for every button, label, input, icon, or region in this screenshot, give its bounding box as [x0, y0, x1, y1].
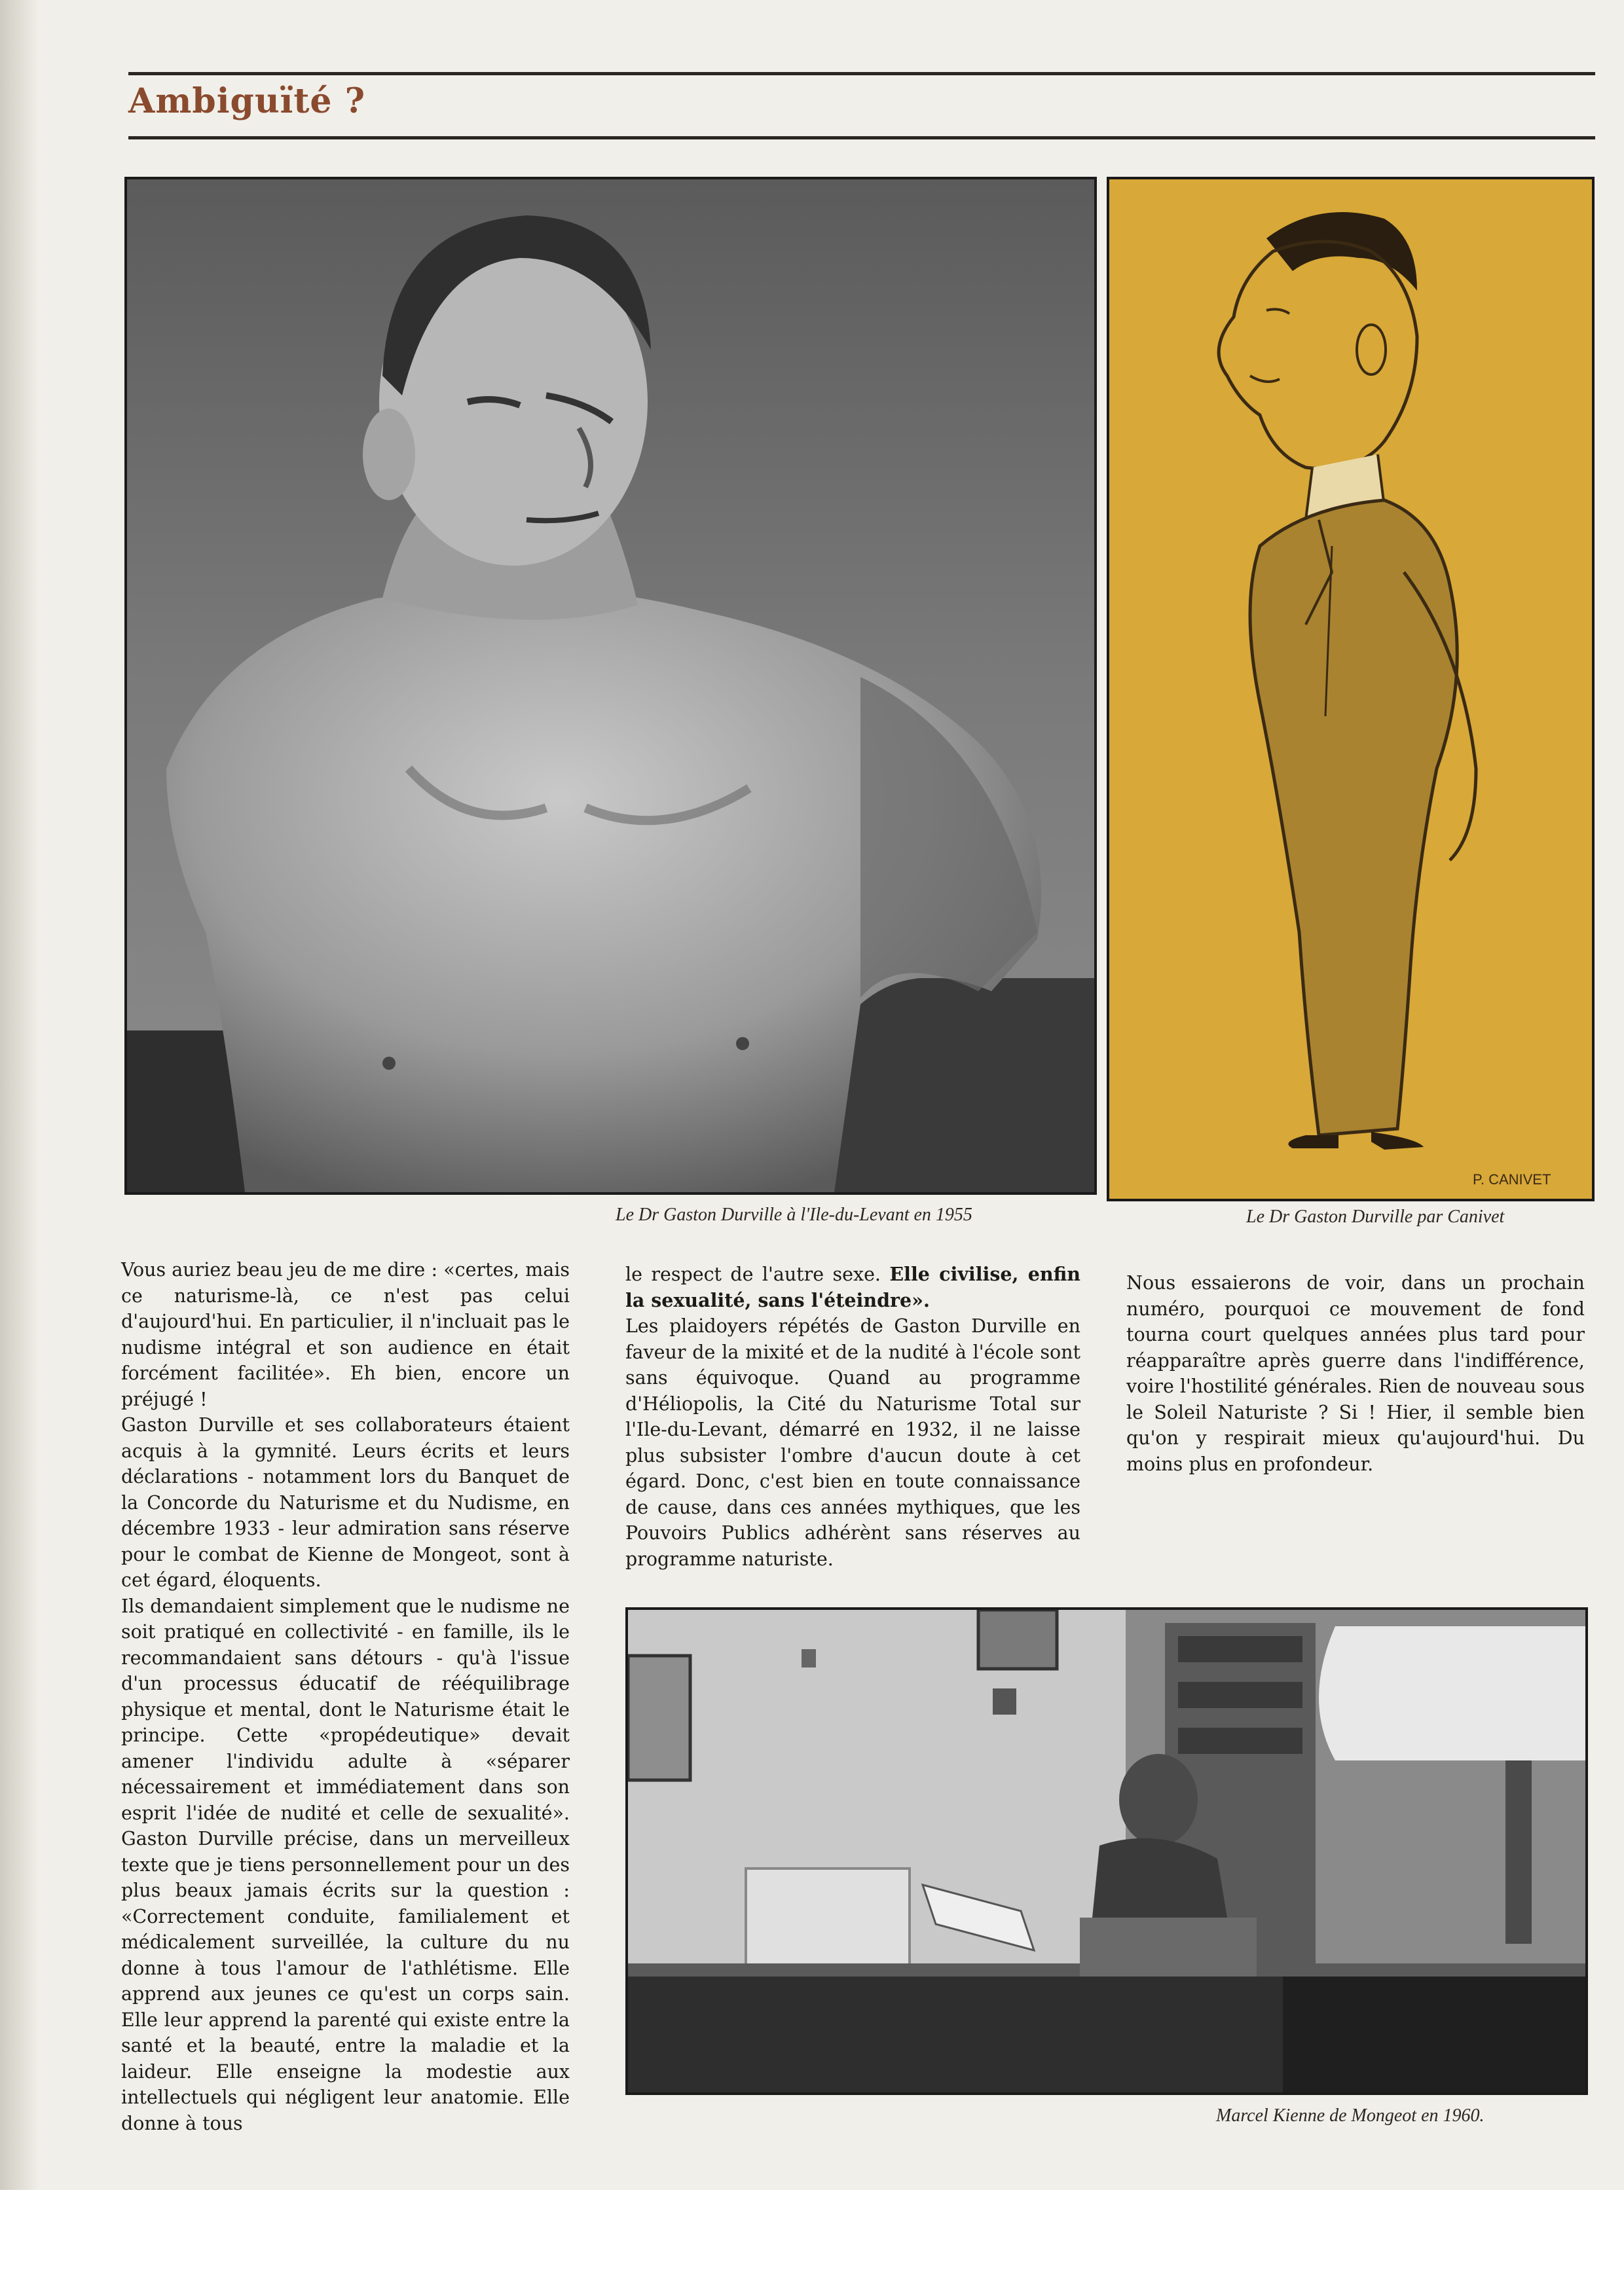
page-binding-shadow — [0, 0, 39, 2296]
caricature-drawing — [1107, 177, 1595, 1201]
photo1-caption: Le Dr Gaston Durville à l'Ile-du-Levant en 1955 — [616, 1205, 972, 1225]
paragraph: Gaston Durville et ses collaborateurs étaient acquis à la gymnité. Leurs écrits et leurs déclarations - notamment lors du Banquet de la Concorde du Naturisme et du Nudisme, en décembre 1933 - leur admiration sans réserve pour le combat de Kienne de Mongeot, sont à cet égard, éloquents. — [121, 1414, 570, 1591]
photo-gaston-durville-1955 — [124, 177, 1097, 1195]
paragraph-text: le respect de l'autre sexe. — [625, 1264, 890, 1285]
article-column-2 — [625, 1262, 1080, 1572]
header-rule-bottom — [128, 136, 1595, 139]
paragraph: Vous auriez beau jeu de me dire : «certes, mais ce naturisme-là, ce n'est pas celui d'aujourd'hui. En particulier, il n'incluait pas le nudisme intégral et son audience en était forcément facilitée». Eh bien, encore un préjugé ! — [121, 1259, 570, 1410]
section-title: Ambiguïté ? — [128, 81, 366, 121]
article-column-3 — [1126, 1270, 1585, 1477]
photo3-caption: Marcel Kienne de Mongeot en 1960. — [1216, 2105, 1485, 2126]
desk-photo-graphic — [628, 1610, 1585, 2092]
header-rule-top — [128, 72, 1595, 75]
caricature-signature: P. CANIVET — [1473, 1171, 1551, 1188]
paragraph — [625, 1262, 1080, 1313]
caricature-graphic — [1109, 179, 1592, 1199]
section-header — [128, 72, 1595, 140]
photo-kienne-de-mongeot-1960 — [625, 1607, 1588, 2095]
page-bottom-margin — [0, 2190, 1624, 2296]
article-column-1 — [121, 1257, 570, 2136]
paragraph: Ils demandaient simplement que le nudisme ne soit pratiqué en collectivité - en famille, ils le recommandaient sans détours - qu'à l'issue d'un processus éducatif de rééquilibrage physique et mental, dont le Naturisme était le principe. Cette «propédeutique» devait amener l'individu adulte à «séparer nécessairement et immédiatement dans son esprit l'idée de nudité et celle de sexualité». Gaston Durville précise, dans un merveilleux texte que je tiens personnellement pour un des plus beaux jamais écrits sur la question : «Correctement conduite, familialement et médicalement surveillée, la culture du nu donne à tous l'amour de l'athlétisme. Elle apprend aux jeunes ce qu'est un corps sain. Elle leur apprend la parenté qui existe entre la santé et la beauté, entre la maladie et la laideur. Elle enseigne la modestie aux intellectuels qui négligent leur anatomie. Elle donne à tous — [121, 1595, 570, 2134]
paragraph: Les plaidoyers répétés de Gaston Durville en faveur de la mixité et de la nudité à l'école sont sans équivoque. Quand au programme d'Héliopolis, la Cité du Naturisme Total sur l'Ile-du-Levant, démarré en 1932, il ne laisse plus subsister l'ombre d'aucun doute à cet égard. Donc, c'est bien en toute connaissance de cause, dans ces années mythiques, que les Pouvoirs Publics adhérènt sans réserves au programme naturiste. — [625, 1315, 1080, 1570]
bold-quote: Elle civilise, enfin la sexualité, sans l'éteindre». — [625, 1263, 1081, 1311]
paragraph: Nous essaierons de voir, dans un prochain numéro, pourquoi ce mouvement de fond tourna court quelques années plus tard pour réapparaître après guerre dans l'indifférence, voire l'hostilité générales. Rien de nouveau sous le Soleil Naturiste ? Si ! Hier, il semble bien qu'on y respirait mieux qu'aujourd'hui. Du moins plus en profondeur. — [1126, 1272, 1585, 1475]
portrait-photo-graphic — [127, 179, 1094, 1192]
photo2-caption: Le Dr Gaston Durville par Canivet — [1246, 1207, 1505, 1227]
